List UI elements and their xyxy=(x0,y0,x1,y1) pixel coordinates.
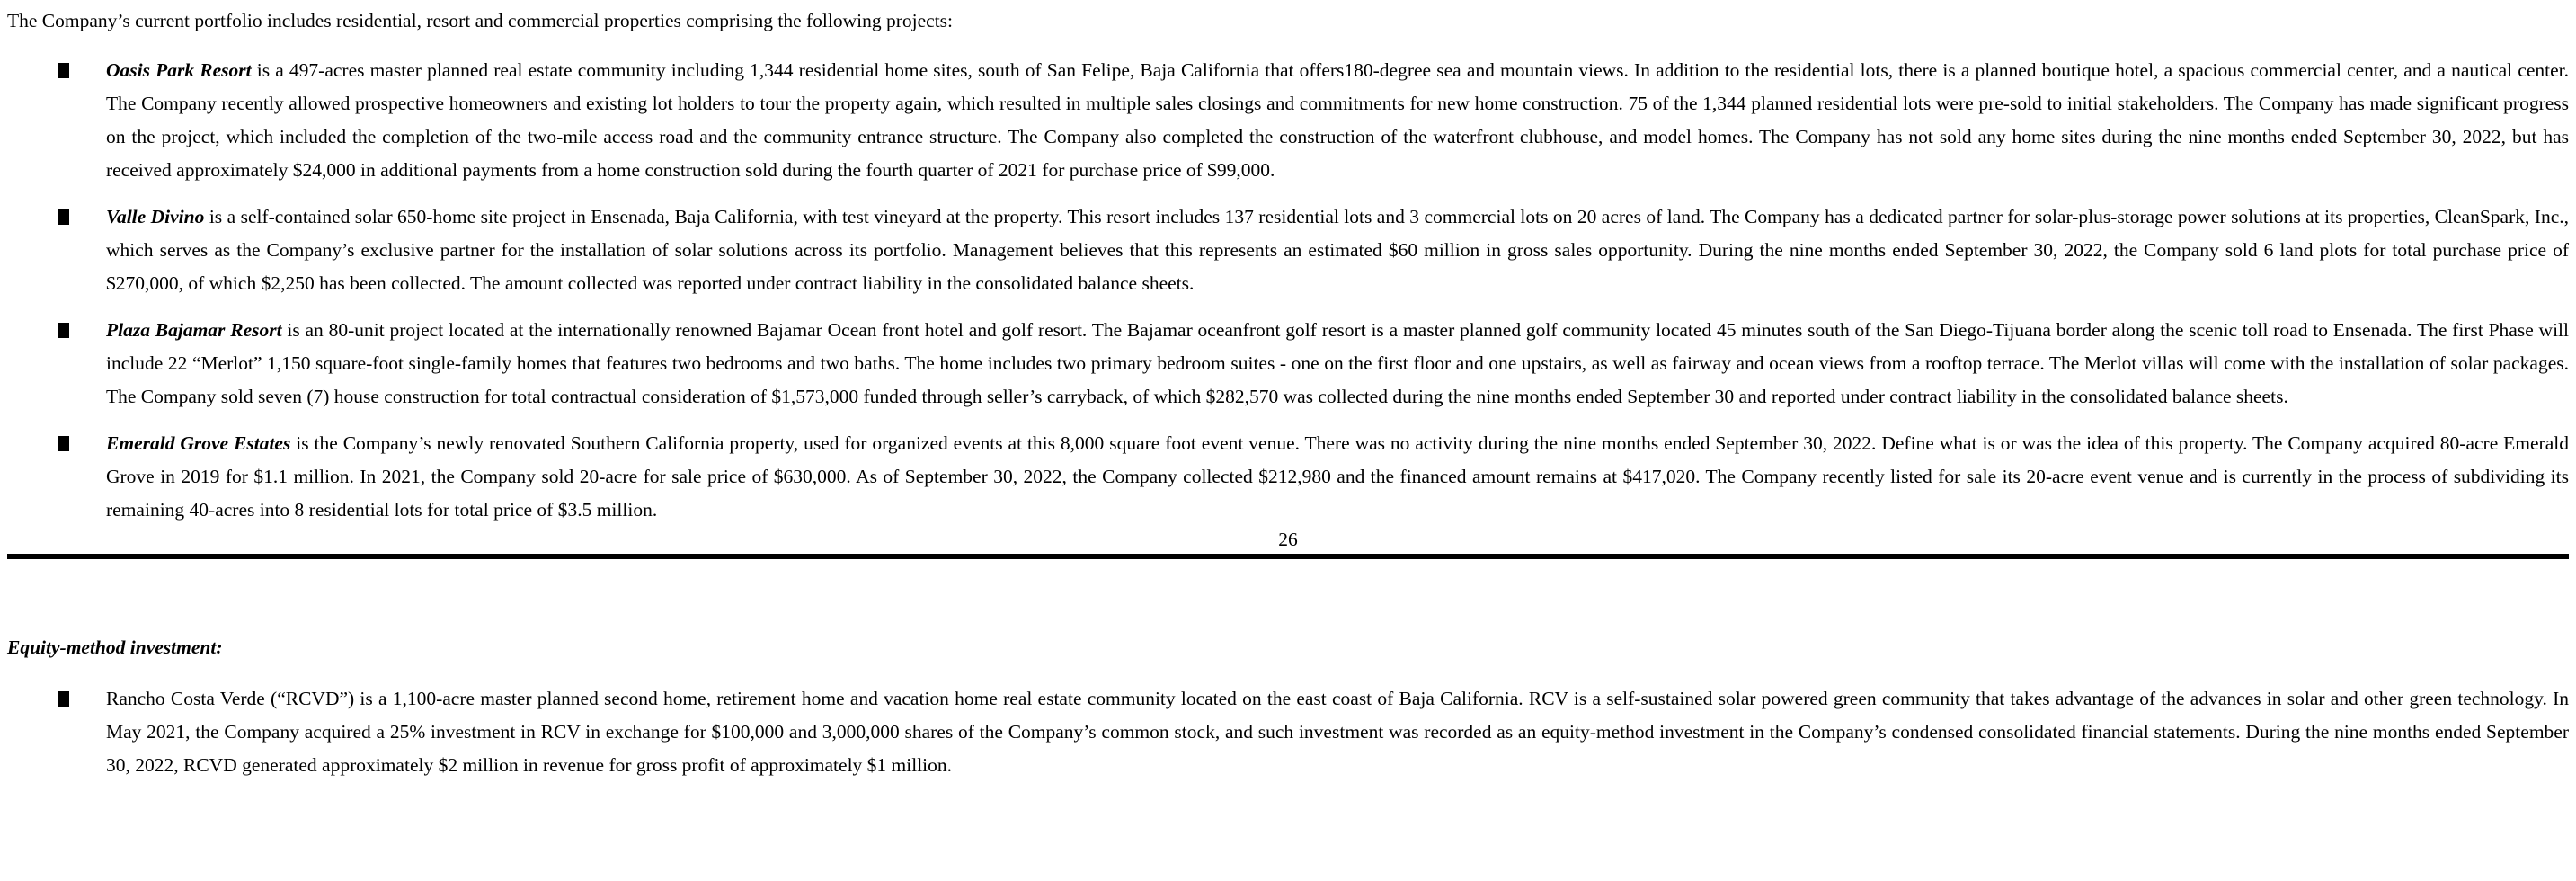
section-heading-equity-method-investment: Equity-method investment: xyxy=(7,636,223,658)
square-bullet-icon xyxy=(58,323,69,338)
portfolio-bullet-list xyxy=(7,54,2569,527)
intro-paragraph: The Company’s current portfolio includes residential, resort and commercial properties comprising the following projects: xyxy=(7,10,954,31)
bullet-title: Plaza Bajamar Resort xyxy=(106,319,282,341)
bullet-title: Valle Divino xyxy=(106,206,205,227)
square-bullet-icon xyxy=(58,691,69,707)
equity-bullet-list xyxy=(7,682,2569,782)
bullet-title: Emerald Grove Estates xyxy=(106,432,291,454)
bullet-text: is a self-contained solar 650-home site project in Ensenada, Baja California, with test vineyard at the property. This resort includes 137 residential lots and 3 commercial lots on 20 acres of land. The Company has a dedicated partner for solar-plus-storage power solutions at its properties, CleanSpark, Inc., which serves as the Company’s exclusive partner for the installation of solar solutions across its portfolio. Management believes that this represents an estimated $60 million in gross sales opportunity. During the nine months ended September 30, 2022, the Company sold 6 land plots for total purchase price of $270,000, of which $2,250 has been collected. The amount collected was reported under contract liability in the consolidated balance sheets. xyxy=(106,206,2569,294)
bullet-text: is an 80-unit project located at the internationally renowned Bajamar Ocean front hotel and golf resort. The Bajamar oceanfront golf resort is a master planned golf community located 45 minutes south of the San Diego-Tijuana border along the scenic toll road to Ensenada. The first Phase will include 22 “Merlot” 1,150 square-foot single-family homes that features two bedrooms and two baths. The home includes two primary bedroom suites - one on the first floor and one upstairs, as well as fairway and ocean views from a rooftop terrace. The Merlot villas will come with the installation of solar packages. The Company sold seven (7) house construction for total contractual consideration of $1,573,000 funded through seller’s carryback, of which $282,570 was collected during the nine months ended September 30 and reported under contract liability in the consolidated balance sheets. xyxy=(106,319,2570,407)
bullet-valle-divino xyxy=(7,200,2569,300)
bullet-text: Rancho Costa Verde (“RCVD”) is a 1,100-acre master planned second home, retirement home and vacation home real estate community located on the east coast of Baja California. RCV is a self-sustained solar powered green community that takes advantage of the advances in solar and other green technology. In May 2021, the Company acquired a 25% investment in RCV in exchange for $100,000 and 3,000,000 shares of the Company’s common stock, and such investment was recorded as an equity-method investment in the Company’s condensed consolidated financial statements. During the nine months ended September 30, 2022, RCVD generated approximately $2 million in revenue for gross profit of approximately $1 million. xyxy=(106,688,2569,776)
bullet-rancho-costa-verde xyxy=(7,682,2569,782)
bullet-plaza-bajamar-resort xyxy=(7,314,2569,414)
bullet-text: is the Company’s newly renovated Southern California property, used for organized events at this 8,000 square foot event venue. There was no activity during the nine months ended September 30, 2022. Define what is or was the idea of this property. The Company acquired 80-acre Emerald Grove in 2019 for $1.1 million. In 2021, the Company sold 20-acre for sale price of $630,000. As of September 30, 2022, the Company collected $212,980 and the financed amount remains at $417,020. The Company recently listed for sale its 20-acre event venue and is currently in the process of subdividing its remaining 40-acres into 8 residential lots for total price of $3.5 million. xyxy=(106,432,2569,521)
page-number: 26 xyxy=(1278,529,1298,550)
square-bullet-icon xyxy=(58,209,69,225)
bullet-title: Oasis Park Resort xyxy=(106,59,252,81)
square-bullet-icon xyxy=(58,63,69,78)
page-break-rule xyxy=(7,554,2569,559)
bullet-emerald-grove-estates xyxy=(7,427,2569,527)
bullet-oasis-park-resort xyxy=(7,54,2569,187)
bullet-text: is a 497-acres master planned real estate community including 1,344 residential home sites, south of San Felipe, Baja California that offers180-degree sea and mountain views. In addition to the residential lots, there is a planned boutique hotel, a spacious commercial center, and a nautical center. The Company recently allowed prospective homeowners and existing lot holders to tour the property again, which resulted in multiple sales closings and commitments for new home construction. 75 of the 1,344 planned residential lots were pre-sold to initial stakeholders. The Company has made significant progress on the project, which included the completion of the two-mile access road and the community entrance structure. The Company also completed the construction of the waterfront clubhouse, and model homes. The Company has not sold any home sites during the nine months ended September 30, 2022, but has received approximately $24,000 in additional payments from a home construction sold during the fourth quarter of 2021 for purchase price of $99,000. xyxy=(106,59,2569,181)
square-bullet-icon xyxy=(58,436,69,451)
